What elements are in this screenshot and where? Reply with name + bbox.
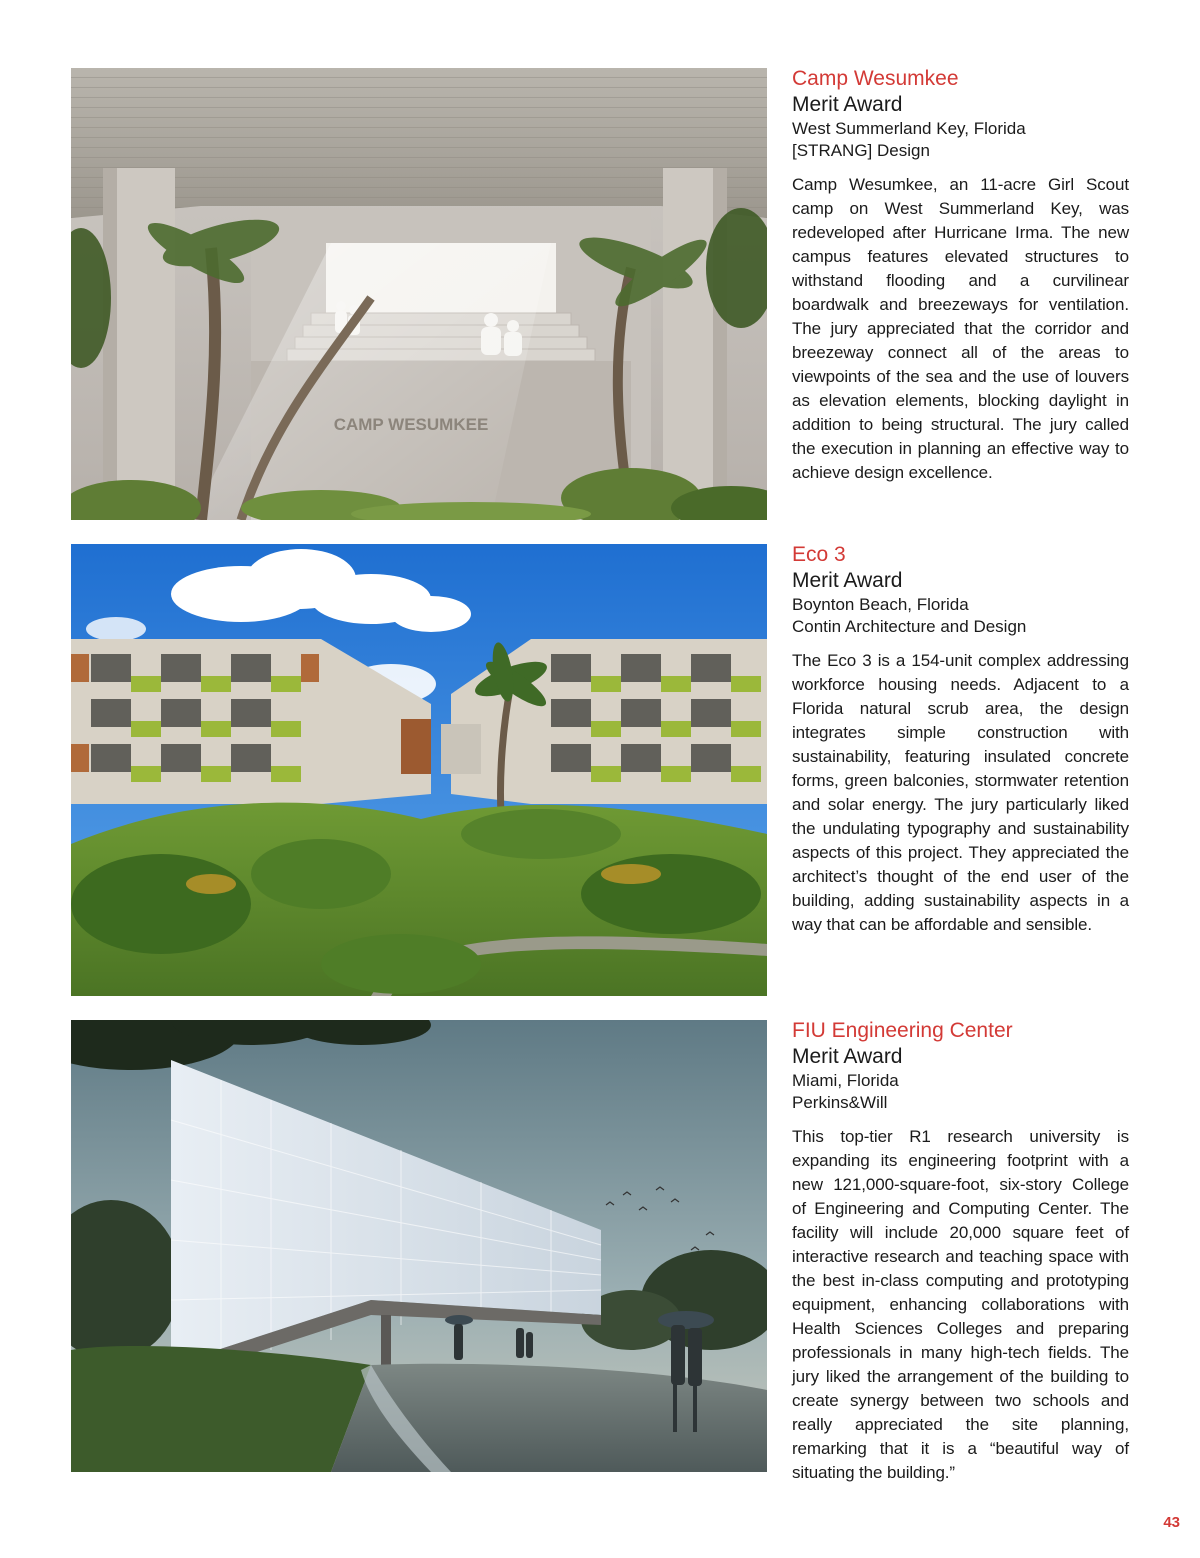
camp-wesumkee-text <box>792 66 1129 485</box>
award-label: Merit Award <box>792 569 903 592</box>
award-label: Merit Award <box>792 93 903 116</box>
project-description: The Eco 3 is a 154-unit complex addressing workforce housing needs. Adjacent to a Florida natural scrub area, the design integrates simple construction with sustainability, featuring insulated concrete forms, green balconies, stormwater retention and solar energy. The jury particularly liked the undulating typography and sustainability aspects of this project. They appreciated the architect’s thought of the end user of the building, adding sustainability aspects in a way that can be affordable and sensible. <box>792 651 1129 934</box>
camp-wesumkee-rendering <box>71 68 767 520</box>
project-location: West Summerland Key, Florida <box>792 119 1026 138</box>
project-eco-3 <box>0 544 1200 997</box>
project-camp-wesumkee <box>0 68 1200 521</box>
award-label: Merit Award <box>792 1045 903 1068</box>
eco-3-text <box>792 542 1129 937</box>
project-location: Miami, Florida <box>792 1071 899 1090</box>
project-title: FIU Engineering Center <box>792 1019 1013 1042</box>
project-firm: Contin Architecture and Design <box>792 616 1027 636</box>
project-fiu-engineering-center <box>0 1019 1200 1482</box>
page-number: 43 <box>1163 1514 1180 1531</box>
project-firm: [STRANG] Design <box>792 140 930 160</box>
project-title: Eco 3 <box>792 543 846 566</box>
eco-3-rendering <box>71 544 767 996</box>
project-title: Camp Wesumkee <box>792 67 959 90</box>
project-description: This top-tier R1 research university is expanding its engineering footprint with a new 121,000-square-foot, six-story College of Engineering and Computing Center. The facility will include 20,000 square feet of interactive research and teaching space with the best in-class computing and prototyping equipment, enhancing collaborations with Health Sciences Colleges and preparing professionals in many high-tech fields. The jury liked the arrangement of the building to create synergy between two schools and really appreciated the site planning, remarking that it is a “beautiful way of situating the building.” <box>792 1127 1129 1482</box>
project-location: Boynton Beach, Florida <box>792 595 969 614</box>
project-firm: Perkins&Will <box>792 1092 888 1112</box>
fiu-engineering-center-rendering <box>71 1020 767 1472</box>
project-description: Camp Wesumkee, an 11-acre Girl Scout camp on West Summerland Key, was redeveloped after Hurricane Irma. The new campus features elevated structures to withstand flooding and a curvilinear boardwalk and breezeways for ventilation. The jury appreciated that the corridor and breezeway connect all of the areas to viewpoints of the sea and the use of louvers as elevation elements, blocking daylight in addition to being structural. The jury called the execution in planning an effective way to achieve design excellence. <box>792 175 1129 482</box>
fiu-engineering-center-text <box>792 1018 1129 1485</box>
camp-wesumkee-sign: CAMP WESUMKEE <box>333 415 489 434</box>
